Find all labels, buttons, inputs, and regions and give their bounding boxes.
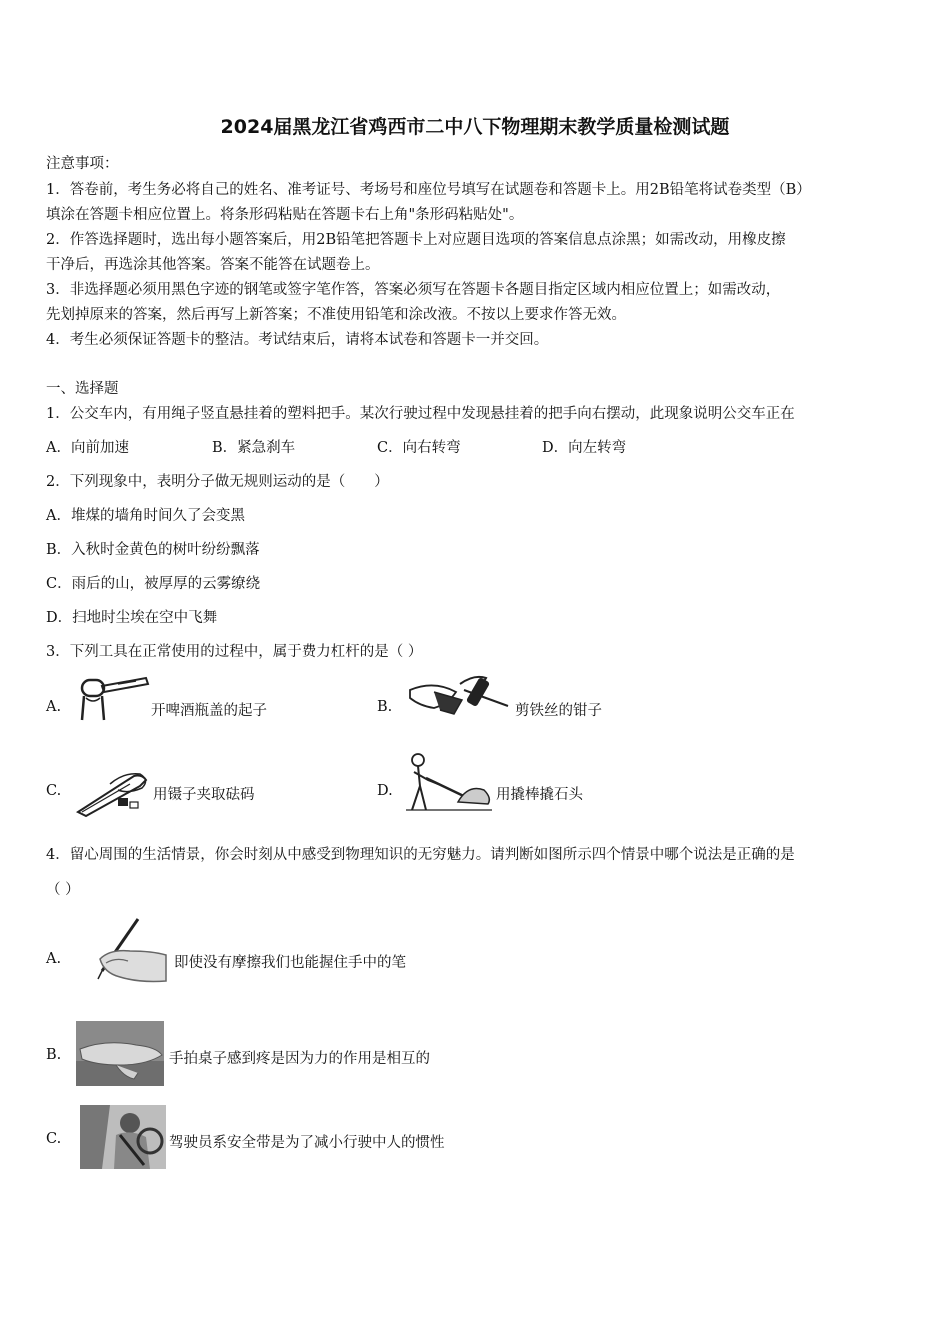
- pliers-icon: [404, 670, 512, 726]
- q1-option-c[interactable]: C．向右转弯: [377, 440, 461, 456]
- q1-option-b[interactable]: B．紧急刹车: [212, 440, 296, 456]
- q4-caption-a: 即使没有摩擦我们也能握住手中的笔: [174, 955, 406, 971]
- notice-line: 填涂在答题卡相应位置上。将条形码粘贴在答题卡右上角"条形码粘贴处"。: [46, 207, 524, 223]
- question-2-stem: 2．下列现象中，表明分子做无规则运动的是（ ）: [46, 474, 389, 490]
- q1-option-d[interactable]: D．向左转弯: [542, 440, 627, 456]
- question-4-stem-cont: （ ）: [46, 882, 80, 898]
- notice-heading: 注意事项：: [46, 156, 119, 172]
- question-4-stem: 4．留心周围的生活情景，你会时刻从中感受到物理知识的无穷魅力。请判断如图所示四个情景中哪个说法是正确的是: [46, 847, 795, 863]
- crowbar-icon: [402, 750, 494, 816]
- question-1-stem: 1．公交车内，有用绳子竖直悬挂着的塑料把手。某次行驶过程中发现悬挂着的把手向右摆动，此现象说明公交车正在: [46, 406, 795, 422]
- q3-label-c[interactable]: C.: [46, 783, 62, 799]
- q2-option-a[interactable]: A．堆煤的墙角时间久了会变黑: [46, 508, 245, 524]
- notice-line: 3．非选择题必须用黑色字迹的钢笔或签字笔作答，答案必须写在答题卡各题目指定区域内相应位置上；如需改动，: [46, 282, 781, 298]
- section-heading: 一、选择题: [46, 381, 119, 397]
- question-3-stem: 3．下列工具在正常使用的过程中，属于费力杠杆的是（ ）: [46, 644, 423, 660]
- q3-caption-a: 开啤酒瓶盖的起子: [151, 703, 267, 719]
- q4-label-c[interactable]: C.: [46, 1131, 62, 1147]
- q4-caption-b: 手拍桌子感到疼是因为力的作用是相互的: [169, 1051, 430, 1067]
- q3-label-a[interactable]: A.: [46, 699, 62, 715]
- notice-line: 4．考生必须保证答题卡的整洁。考试结束后，请将本试卷和答题卡一并交回。: [46, 332, 549, 348]
- q4-caption-c: 驾驶员系安全带是为了减小行驶中人的惯性: [169, 1135, 445, 1151]
- notice-line: 干净后，再选涂其他答案。答案不能答在试题卷上。: [46, 257, 380, 273]
- notice-line: 2．作答选择题时，选出每小题答案后，用2B铅笔把答题卡上对应题目选项的答案信息点涂黑；如需改动，用橡皮擦: [46, 232, 786, 248]
- bottle-opener-icon: [74, 674, 150, 724]
- hand-holding-pen-icon: [80, 915, 168, 985]
- q2-option-c[interactable]: C．雨后的山，被厚厚的云雾缭绕: [46, 576, 261, 592]
- q3-caption-b: 剪铁丝的钳子: [515, 703, 602, 719]
- q2-option-b[interactable]: B．入秋时金黄色的树叶纷纷飘落: [46, 542, 260, 558]
- q3-caption-d: 用撬棒撬石头: [496, 787, 583, 803]
- q4-label-a[interactable]: A.: [46, 951, 62, 967]
- hand-on-table-icon: [76, 1021, 164, 1086]
- tweezers-icon: [74, 768, 152, 818]
- page-title: 2024届黑龙江省鸡西市二中八下物理期末教学质量检测试题: [220, 116, 730, 138]
- q3-label-b[interactable]: B.: [377, 699, 393, 715]
- q3-label-d[interactable]: D.: [377, 783, 393, 799]
- q2-option-d[interactable]: D．扫地时尘埃在空中飞舞: [46, 610, 218, 626]
- q3-caption-c: 用镊子夹取砝码: [153, 787, 255, 803]
- seatbelt-driver-icon: [80, 1105, 166, 1169]
- q1-option-a[interactable]: A．向前加速: [46, 440, 129, 456]
- notice-line: 1．答卷前，考生务必将自己的姓名、准考证号、考场号和座位号填写在试题卷和答题卡上。用2B铅笔将试卷类型（B）: [46, 182, 811, 198]
- notice-line: 先划掉原来的答案，然后再写上新答案；不准使用铅笔和涂改液。不按以上要求作答无效。: [46, 307, 626, 323]
- q4-label-b[interactable]: B.: [46, 1047, 62, 1063]
